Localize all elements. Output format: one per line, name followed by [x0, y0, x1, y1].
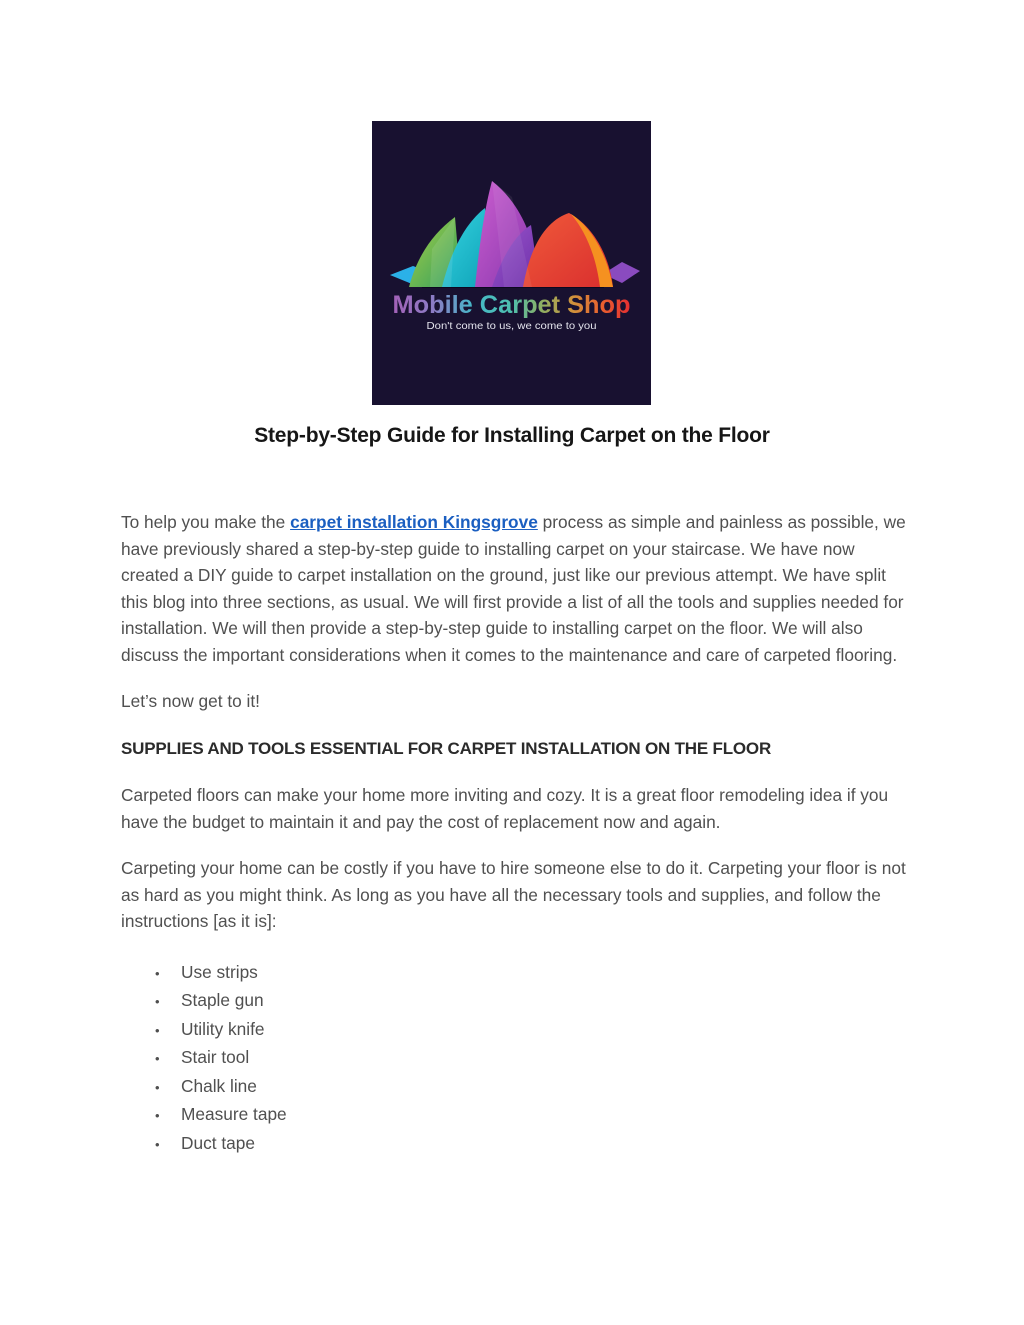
- intro-text-before-link: To help you make the: [121, 512, 291, 532]
- list-item-label: Duct tape: [181, 1132, 255, 1153]
- list-item-label: Measure tape: [181, 1104, 287, 1124]
- lets-go-paragraph: Let’s now get to it!: [121, 691, 260, 711]
- bullet-icon: •: [155, 1051, 160, 1066]
- list-item: [121, 1044, 907, 1073]
- mobile-carpet-shop-logo: [372, 121, 651, 405]
- carpet-installation-kingsgrove-link[interactable]: carpet installation Kingsgrove: [290, 512, 538, 532]
- bullet-icon: •: [155, 1022, 160, 1038]
- bullet-icon: •: [155, 994, 160, 1009]
- document-body: [121, 509, 907, 1158]
- list-item: [121, 1130, 907, 1159]
- carpeting-cost-paragraph: Carpeting your home can be costly if you have to hire someone else to do it. Carpeting your floor is not as hard as you might think. As long as you have all the necessary tools and supplies, and follow the instructions [as it is]:: [121, 858, 906, 931]
- bullet-icon: •: [155, 965, 160, 981]
- list-item-label: Chalk line: [181, 1075, 257, 1096]
- list-item: [121, 1101, 907, 1130]
- page-title: Step-by-Step Guide for Installing Carpet on the Floor: [254, 424, 770, 447]
- list-item: [121, 1073, 907, 1102]
- list-item-label: Utility knife: [181, 1018, 265, 1039]
- list-item-label: Use strips: [181, 961, 258, 982]
- list-item-label: Stair tool: [181, 1047, 250, 1067]
- list-item: [121, 959, 907, 988]
- bullet-icon: •: [155, 1108, 160, 1123]
- list-item: [121, 1016, 907, 1045]
- list-item: [121, 987, 907, 1016]
- supplies-list: [121, 959, 907, 1159]
- bullet-icon: •: [155, 1136, 160, 1152]
- list-item-label: Staple gun: [181, 990, 264, 1010]
- intro-paragraph: [121, 509, 907, 668]
- intro-text-after-link: process as simple and painless as possible, we have previously shared a step-by-step guide to installing carpet on your staircase. We have now created a DIY guide to carpet installation on the ground, just like our previous attempt. We have split this blog into three sections, as usual. We will first provide a list of all the tools and supplies needed for installation. We will then provide a step-by-step guide to installing carpet on the floor. We will also discuss the important considerations when it comes to the maintenance and care of carpeted flooring.: [121, 512, 906, 665]
- bullet-icon: •: [155, 1079, 160, 1095]
- logo-brand-text: Mobile Carpet Shop: [392, 291, 631, 319]
- supplies-section-heading: SUPPLIES AND TOOLS ESSENTIAL FOR CARPET INSTALLATION ON THE FLOOR: [121, 738, 772, 758]
- opera-house-sails-logo: [372, 121, 651, 405]
- carpeted-floors-paragraph: Carpeted floors can make your home more inviting and cozy. It is a great floor remodeling idea if you have the budget to maintain it and pay the cost of replacement now and again.: [121, 785, 889, 832]
- logo-tagline-text: Don't come to us, we come to you: [426, 321, 597, 332]
